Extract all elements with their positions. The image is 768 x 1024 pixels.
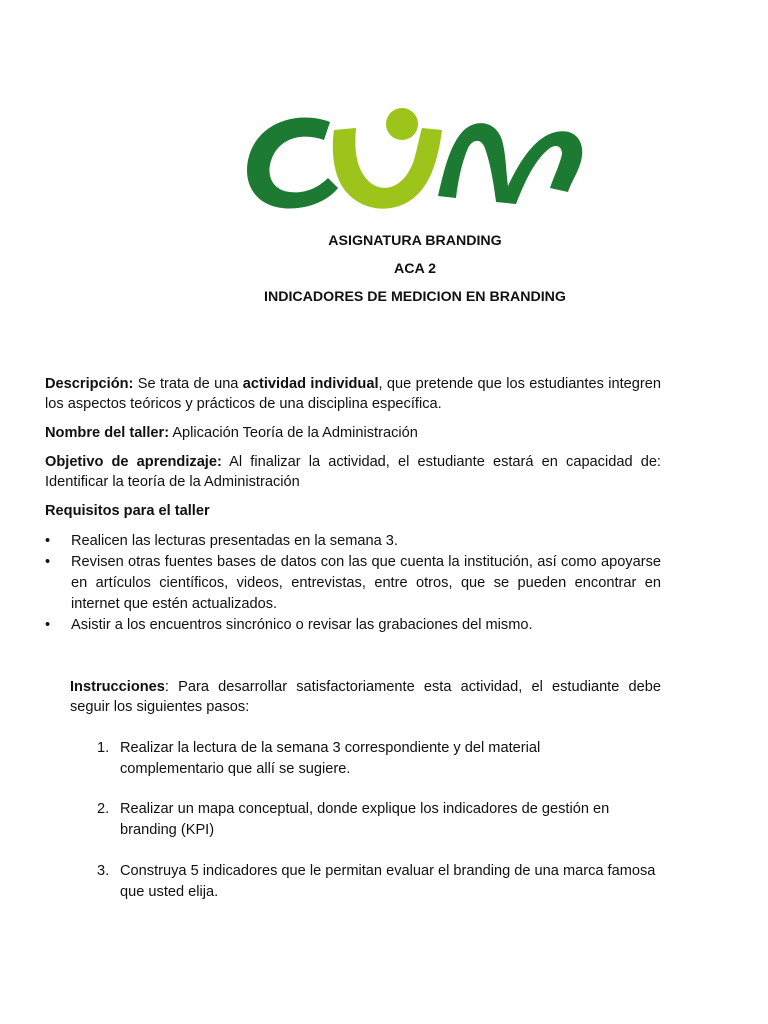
subject-title: ASIGNATURA BRANDING [328, 233, 502, 249]
logo-dot [386, 108, 418, 140]
description-text-1: Se trata de una [133, 376, 243, 392]
description-bold: actividad individual [242, 376, 379, 392]
requirements-title: Requisitos para el taller [45, 503, 210, 519]
instructions-text: : Para desarrollar satisfactoriamente esta actividad, el estudiante debe seguir los siguientes pasos: [70, 679, 661, 715]
requirement-text: Asistir a los encuentros sincrónico o revisar las grabaciones del mismo. [71, 617, 533, 633]
step-text: Construya 5 indicadores que le permitan evaluar el branding de una marca famosa que usted elija. [120, 863, 656, 900]
bullet-icon: • [45, 533, 51, 549]
instructions-paragraph [70, 677, 661, 717]
description-paragraph [45, 374, 661, 414]
bullet-icon: • [45, 617, 51, 633]
step-number: 3. [97, 863, 110, 879]
requirement-text: Revisen otras fuentes bases de datos con las que cuenta la institución, así como apoyarse en artículos científicos, videos, entrevistas, entre otros, que se pueden encontrar en internet que estén actualizados. [71, 554, 661, 612]
bullet-icon: • [45, 554, 51, 570]
topic-title: INDICADORES DE MEDICION EN BRANDING [264, 289, 566, 305]
activity-code: ACA 2 [393, 261, 437, 277]
requirement-text: Realicen las lecturas presentadas en la semana 3. [71, 533, 398, 549]
instructions-label: Instrucciones [70, 679, 165, 695]
description-label: Descripción: [45, 376, 134, 392]
objective-value: Al finalizar la actividad, el estudiante estará en capacidad de: Identificar la teoría de la Administración [45, 454, 661, 490]
cun-logo [238, 100, 590, 218]
step-number: 1. [97, 740, 110, 756]
logo-letter-n [438, 123, 582, 204]
workshop-value: Aplicación Teoría de la Administración [169, 425, 418, 441]
objective-paragraph [45, 452, 661, 492]
objective-label: Objetivo de aprendizaje: [45, 454, 222, 470]
workshop-label: Nombre del taller: [45, 425, 170, 441]
step-text: Realizar un mapa conceptual, donde explique los indicadores de gestión en branding (KPI) [120, 801, 610, 838]
logo-letter-c [247, 118, 338, 209]
workshop-paragraph [45, 423, 661, 443]
step-text: Realizar la lectura de la semana 3 correspondiente y del material complementario que allí se sugiere. [120, 740, 541, 777]
description-text-2: , que pretende que los estudiantes integren los aspectos teóricos y prácticos de una disciplina específica. [45, 376, 661, 412]
step-number: 2. [97, 801, 110, 817]
logo-letter-u [333, 128, 442, 209]
